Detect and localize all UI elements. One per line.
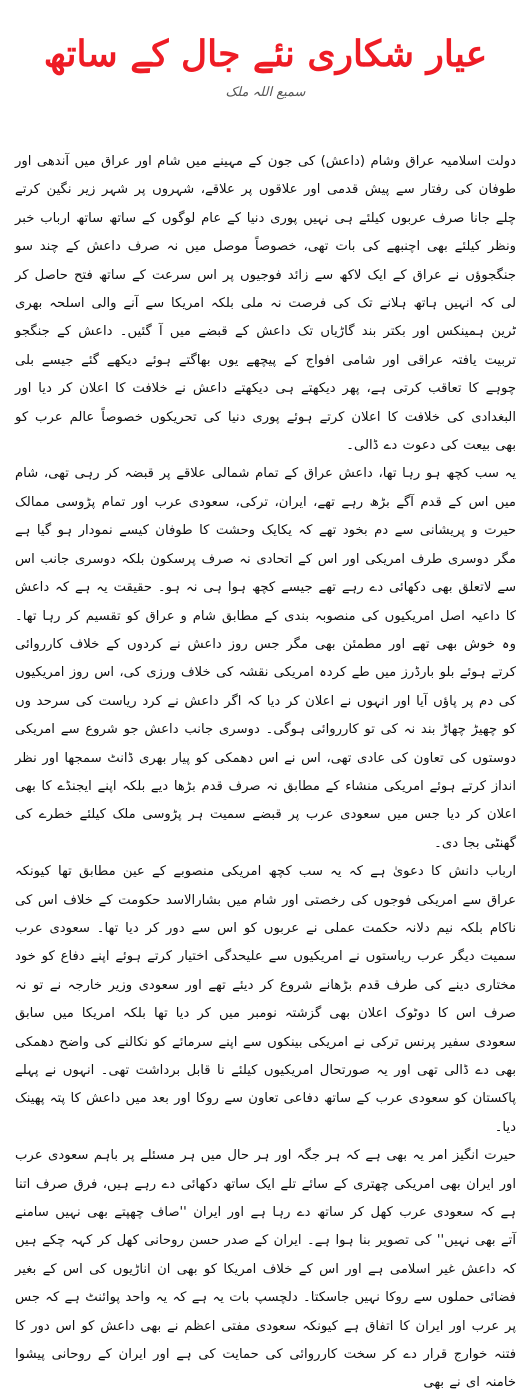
paragraph: حیرت انگیز امر یہ بھی ہے کہ ہر جگہ اور ہر حال میں ہر مسئلے پر باہم سعودی عرب اور ایران بھی امریکی چھتری کے سائے تلے ایک ساتھ دکھائی دے رہے ہیں، فرق صرف اتنا ہے کہ سعودی عرب کھل کر ساتھ دے رہا ہے اور ایران ''صاف چھپتے بھی نہیں سامنے آتے بھی نہیں'' کی تصویر بنا ہوا ہے۔ ایران کے صدر حسن روحانی کھل کر کہہ چکے ہیں کہ داعش غیر اسلامی ہے اور اس کے خلاف امریکا کو بھی ان اناڑیوں کی اس کے بغیر فضائی حملوں سے روکا نہیں جاسکتا۔ دلچسپ بات یہ ہے کہ یہ واحد پوائنٹ ہے کہ جس پر عرب اور ایران کا اتفاق ہے کیونکہ سعودی مفتی اعظم نے بھی داعش کو اس دور کا فتنہ خوارج قرار دے کر سخت کارروائی کی حمایت کی ہے اور ایران کے روحانی پیشوا خامنہ ای نے بھی [15, 1148, 516, 1391]
paragraph: ارباب دانش کا دعویٰ ہے کہ یہ سب کچھ امریکی منصوبے کے عین مطابق تھا کیونکہ عراق سے امریکی فوجوں کی رخصتی اور شام میں بشارالاسد حکومت کے خلاف اس کی ناکام بلکہ نیم دلانہ حکمت عملی نے عربوں کو اس سے دور کر دیا تھا۔ سعودی عرب سمیت دیگر عرب ریاستوں نے امریکیوں سے علیحدگی اختیار کرتے ہوئے اپنے دفاع کو خود مختاری دینے کی طرف قدم بڑھانے شروع کر دیئے تھے اور سعودی وزیر خارجہ نے تو نہ صرف اس کا دوٹوک اعلان بھی گزشتہ نومبر میں کر دیا تھا بلکہ امریکا میں سابق سعودی سفیر پرنس ترکی نے امریکی بینکوں سے اپنے سرمائے کو نکالنے کی واضح دھمکی بھی دے ڈالی تھی اور یہ صورتحال امریکیوں کیلئے نا قابل برداشت تھی۔ انہوں نے پہلے پاکستان کو سعودی عرب کے ساتھ دفاعی تعاون سے روکا اور بعد میں داعش کا پتہ پھینک دیا۔ [15, 864, 516, 1135]
paragraph: یہ سب کچھ ہو رہا تھا، داعش عراق کے تمام شمالی علاقے پر قبضہ کر رہی تھی، شام میں اس کے قدم آگے بڑھ رہے تھے، ایران، ترکی، سعودی عرب اور تمام پڑوسی ممالک حیرت و پریشانی سے دم بخود تھے کہ یکایک وحشت کا طوفان کیسے نمودار ہو گیا ہے مگر دوسری طرف امریکی اور اس کے اتحادی نہ صرف پرسکون بلکہ دوسری جانب اس سے لاتعلق بھی دکھائی دے رہے تھے جیسے کچھ ہوا ہی نہ ہو۔ حقیقت یہ ہے کہ داعش کا داعیہ اصل امریکیوں کی منصوبہ بندی کے مطابق شام و عراق کو تقسیم کر رہا تھا۔ وہ خوش بھی تھے اور مطمئن بھی مگر جس روز داعش نے کردوں کے خلاف کارروائی کرتے ہوئے بلو بارڈرز میں طے کردہ امریکی نقشہ کی خلاف ورزی کی، اس روز امریکیوں کی دم پر پاؤں آیا اور انہوں نے اعلان کر دیا کہ اگر داعش نے کرد ریاست کی سرحد وں کو چھیڑ چھاڑ بند نہ کی تو کارروائی ہوگی۔ دوسری جانب داعش جو شروع سے امریکی دوستوں کی تعاون کی عادی تھی، اس نے اس دھمکی کو پیار بھری ڈانٹ سمجھا اور نظر انداز کرتے ہوئے امریکی منشاء کے مطابق نہ صرف قدم بڑھا دیے بلکہ اپنے ایجنڈے کا بھی اعلان کر دیا جس میں سعودی عرب پر قبضے سمیت ہر پڑوسی ملک کیلئے خطرے کی گھنٹی بجا دی۔ [15, 466, 516, 851]
article-headline: عیار شکاری نئے جال کے ساتھ [43, 33, 488, 75]
author-signature: سمیع اللہ ملک [225, 85, 306, 100]
paragraph: دولت اسلامیہ عراق وشام (داعش) کی جون کے مہینے میں شام اور عراق میں آندھی اور طوفان کی رفتار سے پیش قدمی اور علاقوں پر علاقے، شہروں پر شہر زیر نگین کرتے چلے جانا صرف عربوں کیلئے ہی نہیں پوری دنیا کے عام لوگوں کے ساتھ ساتھ ارباب خبر ونظر کیلئے بھی اچنبھے کی بات تھی، خصوصاً موصل میں نہ صرف داعش کے چند سو جنگجوؤں نے عراق کے ایک لاکھ سے زائد فوجیوں پر اس سرعت کے ساتھ فتح حاصل کر لی کہ انہیں ہاتھ ہلانے تک کی فرصت نہ ملی بلکہ امریکا سے آنے والی اسلحہ بھری ٹرین ہمینکس اور بکتر بند گاڑیاں تک داعش کے قبضے میں آ گئیں۔ داعش کے جنگجو تربیت یافتہ عراقی اور شامی افواج کے پیچھے یوں بھاگتے ہوئے دیکھے گئے جیسے بلی چوہے کا تعاقب کرتی ہے، پھر دیکھتے ہی دیکھتے داعش نے خلافت کا اعلان کر دیا اور البغدادی کی خلافت کا اعلان کرتے ہوئے پوری دنیا کی تحریکوں خصوصاً عالم عرب کو بھی بیعت کی دعوت دے ڈالی۔ [15, 154, 516, 454]
article-body [15, 148, 516, 1398]
